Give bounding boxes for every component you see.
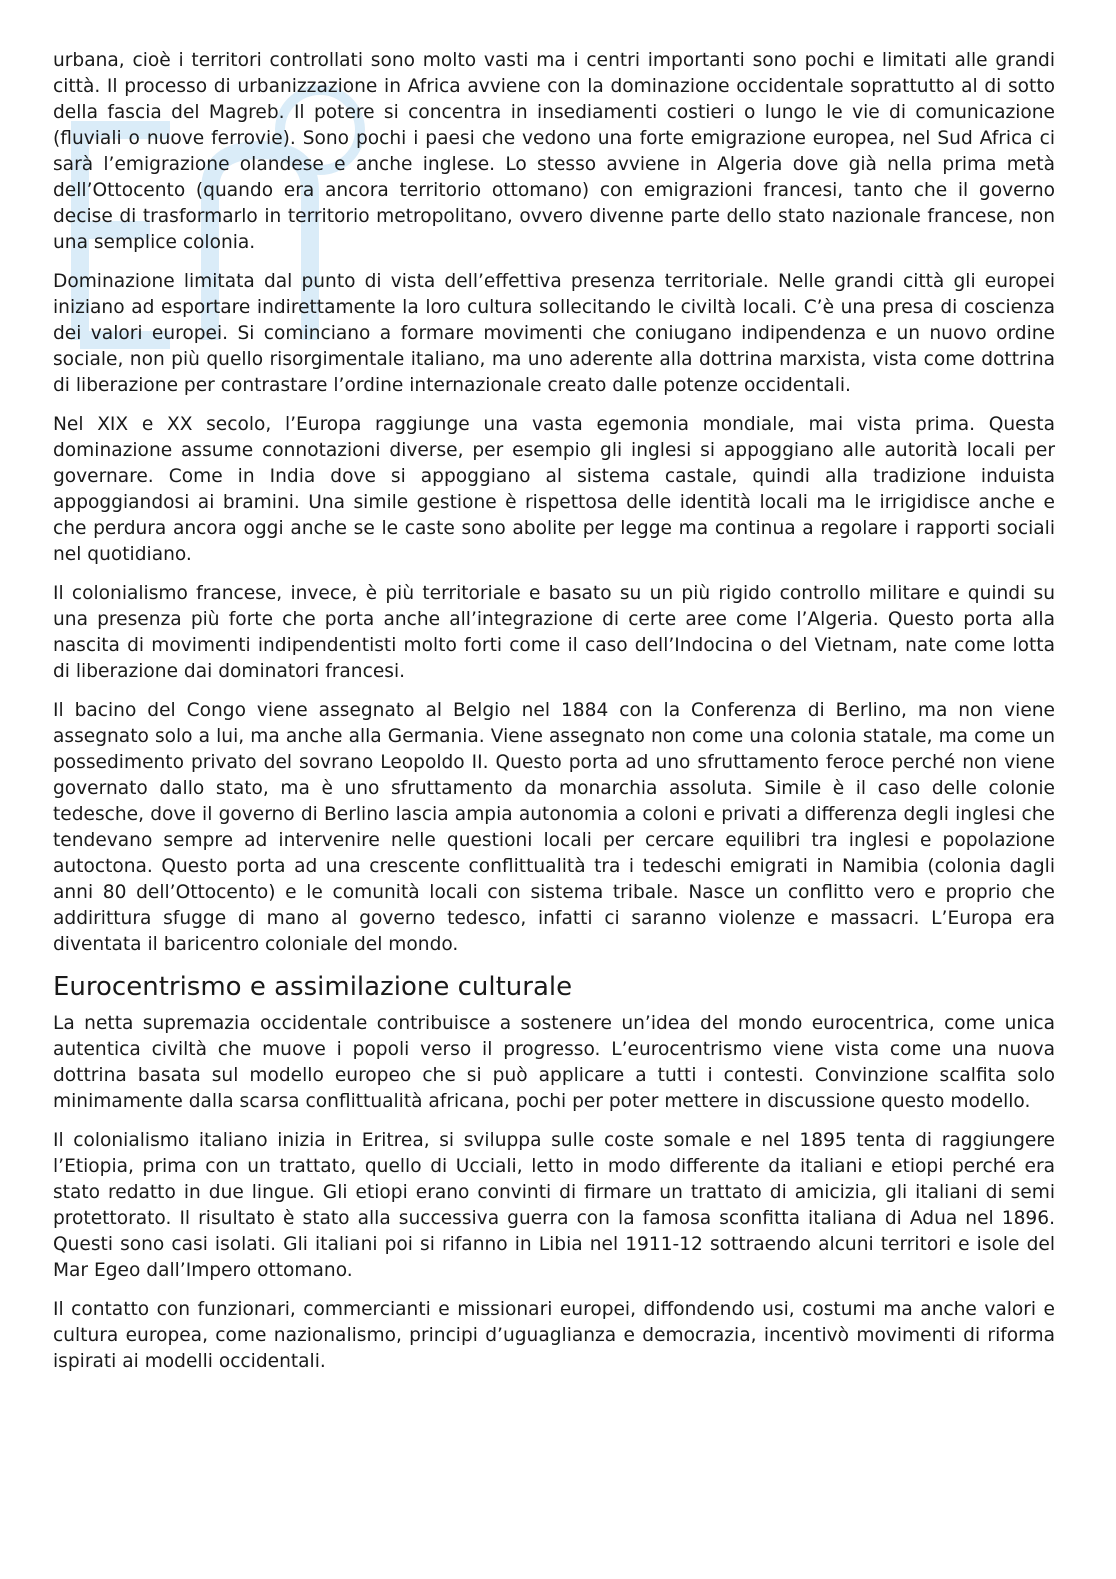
paragraph: Il contatto con funzionari, commercianti e missionari europei, diffondendo usi, costumi ma anche valori e cultura europea, come nazionalismo, principi d’uguaglianza e democrazia, incentivò movimenti di riforma ispirati ai modelli occidentali.: [53, 1299, 1055, 1372]
paragraph: La netta supremazia occidentale contribuisce a sostenere un’idea del mondo eurocentrica, come unica autentica civiltà che muove i popoli verso il progresso. L’eurocentrismo viene vista come una nuova dottrina basata sul modello europeo che si può applicare a tutti i contesti. Convinzione scalfita solo minimamente dalla scarsa conflittualità africana, pochi per poter mettere in discussione questo modello.: [53, 1013, 1055, 1112]
paragraph: Il colonialismo francese, invece, è più territoriale e basato su un più rigido controllo militare e quindi su una presenza più forte che porta anche all’integrazione di certe aree come l’Algeria. Questo porta alla nascita di movimenti indipendentisti molto forti come il caso dell’Indocina o del Vietnam, nate come lotta di liberazione dai dominatori francesi.: [53, 583, 1055, 682]
paragraph: urbana, cioè i territori controllati sono molto vasti ma i centri importanti sono pochi e limitati alle grandi città. Il processo di urbanizzazione in Africa avviene con la dominazione occidentale soprattutto al di sotto della fascia del Magreb. Il potere si concentra in insediamenti costieri o lungo le vie di comunicazione (fluviali o nuove ferrovie). Sono pochi i paesi che vedono una forte emigrazione europea, nel Sud Africa ci sarà l’emigrazione olandese e anche inglese. Lo stesso avviene in Algeria dove già nella prima metà dell’Ottocento (quando era ancora territorio ottomano) con emigrazioni francesi, tanto che il governo decise di trasformarlo in territorio metropolitano, ovvero divenne parte dello stato nazionale francese, non una semplice colonia.: [53, 50, 1055, 253]
section-heading: Eurocentrismo e assimilazione culturale: [53, 972, 573, 1002]
paragraph: Il colonialismo italiano inizia in Eritrea, si sviluppa sulle coste somale e nel 1895 tenta di raggiungere l’Etiopia, prima con un trattato, quello di Ucciali, letto in modo differente da italiani e etiopi perché era stato redatto in due lingue. Gli etiopi erano convinti di firmare un trattato di amicizia, gli italiani di semi protettorato. Il risultato è stato alla successiva guerra con la famosa sconfitta italiana di Adua nel 1896. Questi sono casi isolati. Gli italiani poi si rifanno in Libia nel 1911-12 sottraendo alcuni territori e isole del Mar Egeo dall’Impero ottomano.: [53, 1130, 1055, 1281]
paragraph: Il bacino del Congo viene assegnato al Belgio nel 1884 con la Conferenza di Berlino, ma non viene assegnato solo a lui, ma anche alla Germania. Viene assegnato non come una colonia statale, ma come un possedimento privato del sovrano Leopoldo II. Questo porta ad uno sfruttamento feroce perché non viene governato dallo stato, ma è uno sfruttamento da monarchia assoluta. Simile è il caso delle colonie tedesche, dove il governo di Berlino lascia ampia autonomia a coloni e privati a differenza degli inglesi che tendevano sempre ad intervenire nelle questioni locali per cercare equilibri tra inglesi e popolazione autoctona. Questo porta ad una crescente conflittualità tra i tedeschi emigrati in Namibia (colonia dagli anni 80 dell’Ottocento) e le comunità locali con sistema tribale. Nasce un conflitto vero e proprio che addirittura sfugge di mano al governo tedesco, infatti ci saranno violenze e massacri. L’Europa era diventata il baricentro coloniale del mondo.: [53, 700, 1055, 955]
paragraph: Dominazione limitata dal punto di vista dell’effettiva presenza territoriale. Nelle grandi città gli europei iniziano ad esportare indirettamente la loro cultura sollecitando le civiltà locali. C’è una presa di coscienza dei valori europei. Si cominciano a formare movimenti che coniugano indipendenza e un nuovo ordine sociale, non più quello risorgimentale italiano, ma uno aderente alla dottrina marxista, vista come dottrina di liberazione per contrastare l’ordine internazionale creato dalle potenze occidentali.: [53, 271, 1055, 396]
paragraph: Nel XIX e XX secolo, l’Europa raggiunge una vasta egemonia mondiale, mai vista prima. Questa dominazione assume connotazioni diverse, per esempio gli inglesi si appoggiano alle autorità locali per governare. Come in India dove si appoggiano al sistema castale, quindi alla tradizione induista appoggiandosi ai bramini. Una simile gestione è rispettosa delle identità locali ma le irrigidisce anche e che perdura ancora oggi anche se le caste sono abolite per legge ma continua a regolare i rapporti sociali nel quotidiano.: [53, 414, 1055, 565]
document-page: [53, 48, 1055, 1388]
